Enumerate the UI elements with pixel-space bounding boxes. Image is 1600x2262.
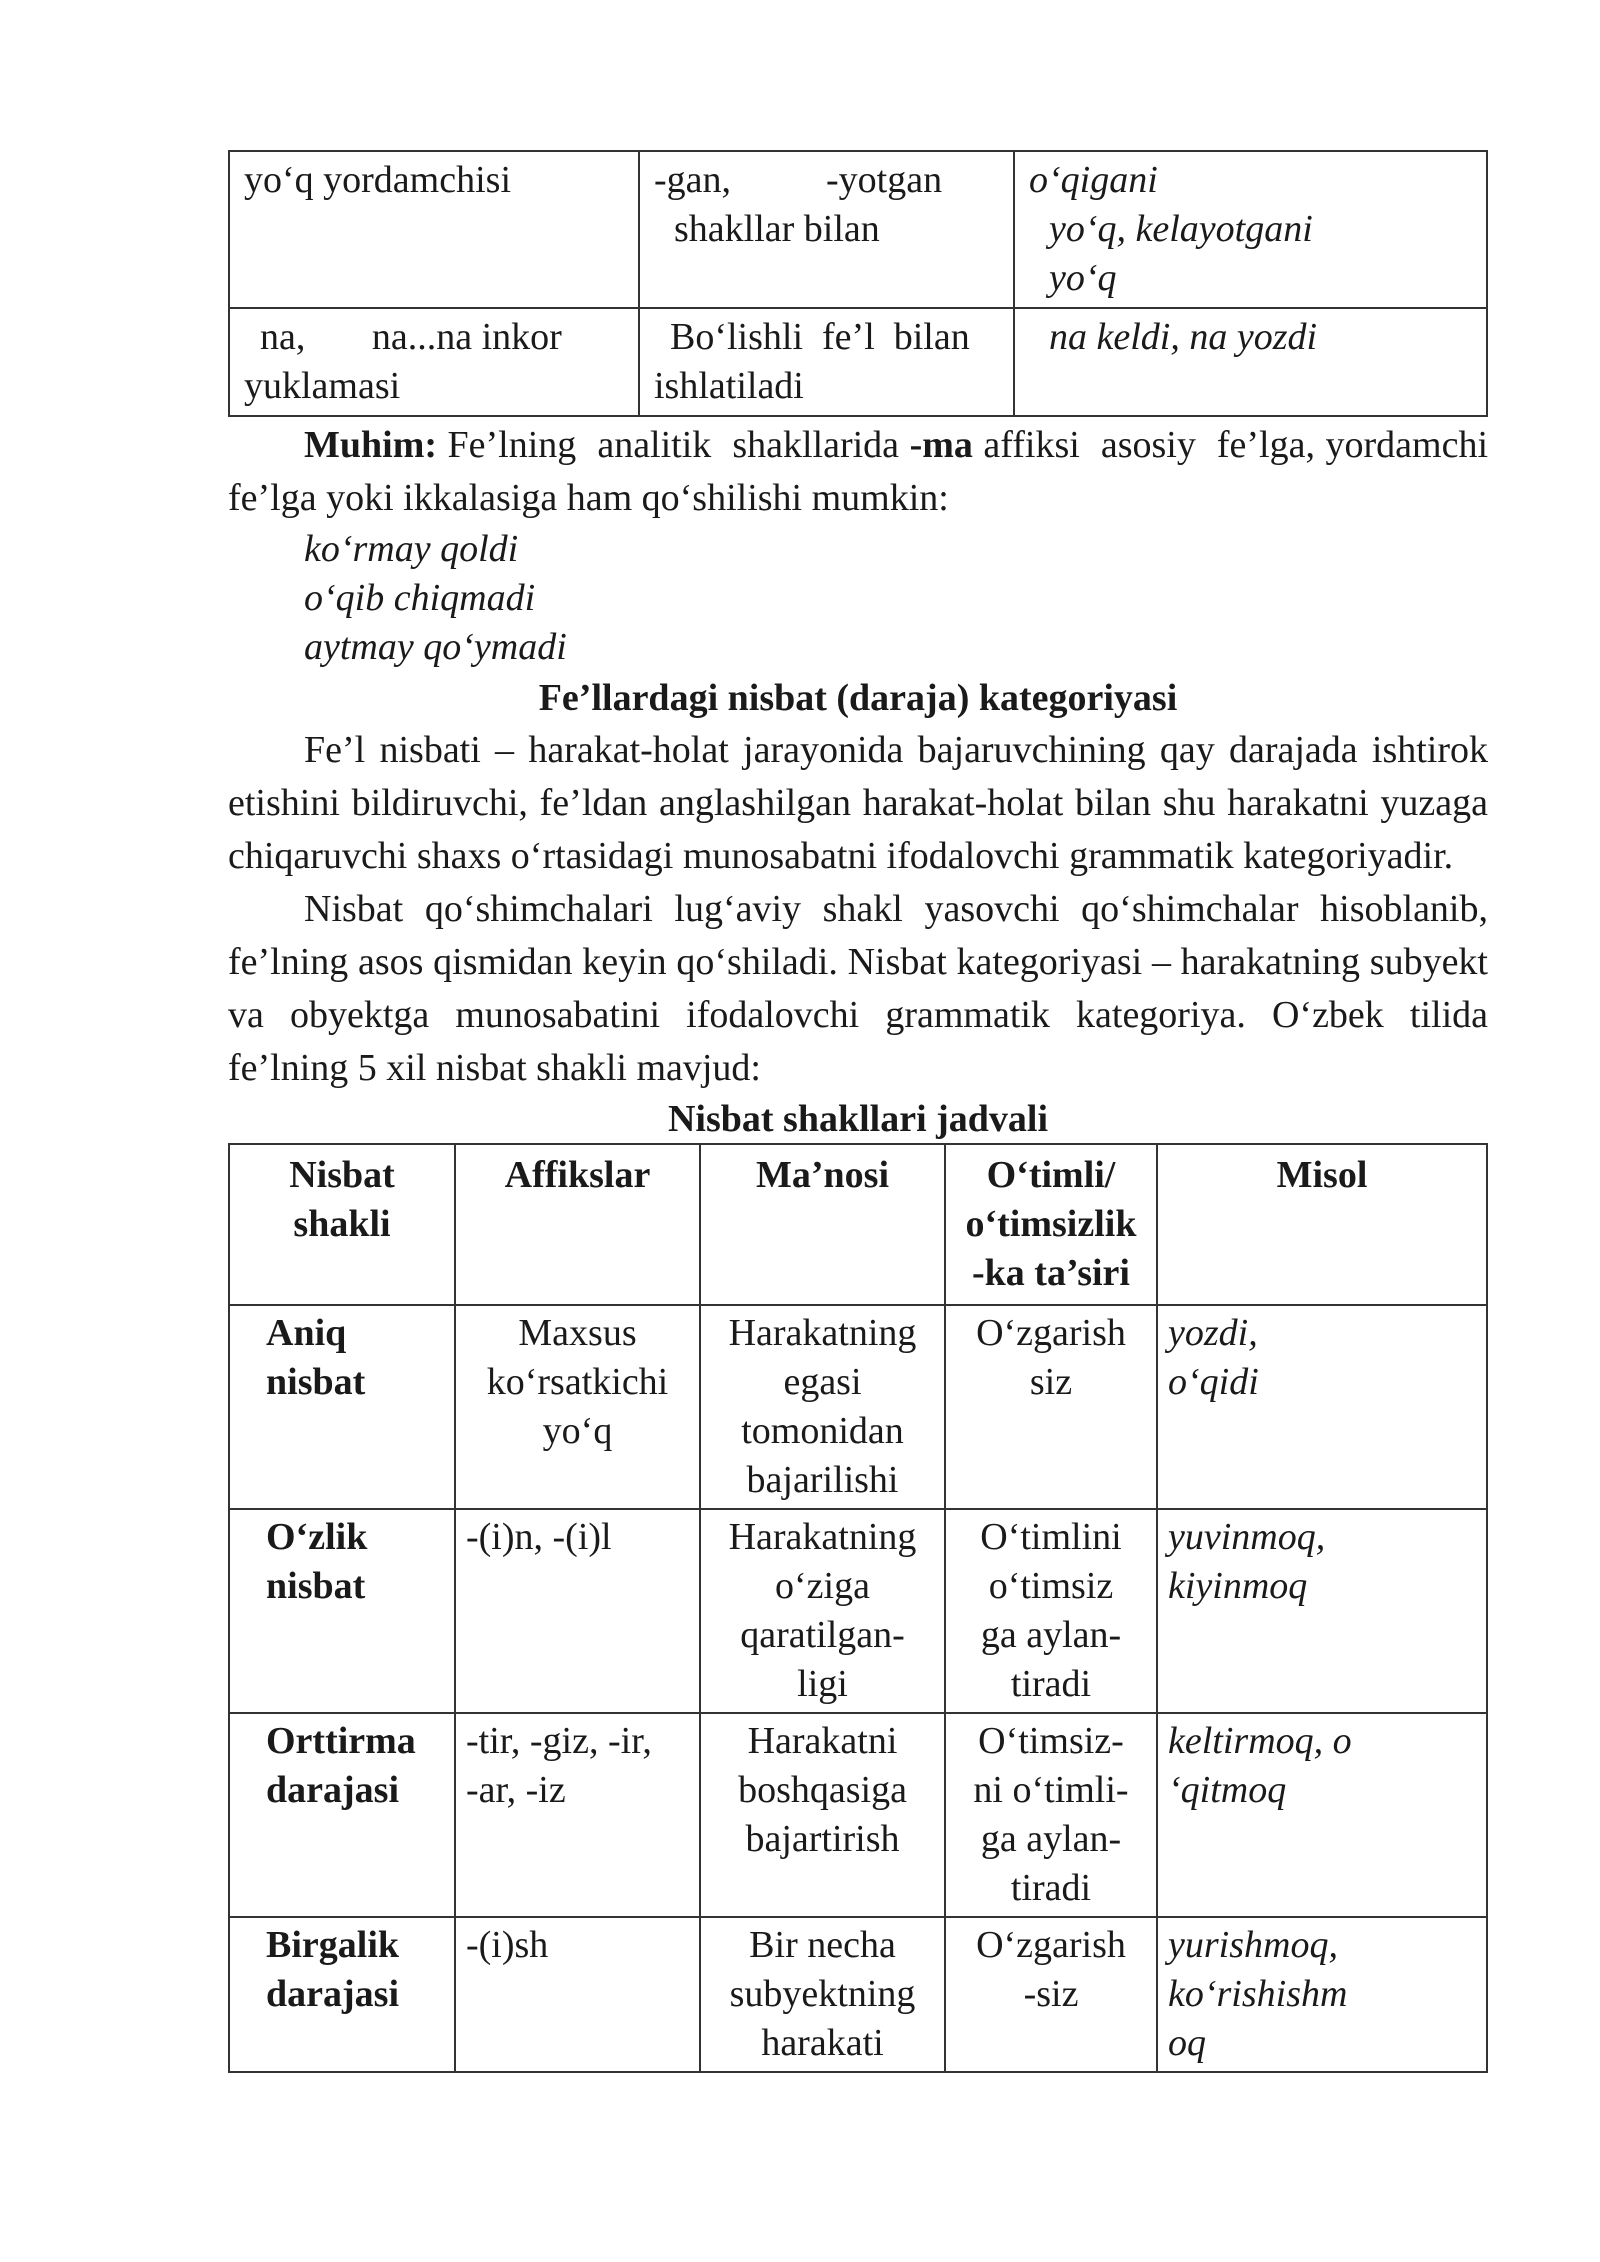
cell-line: -ka ta’siri [972, 1252, 1130, 1294]
table-header-row [229, 1144, 1487, 1305]
cell-line: O‘zgarish [976, 1924, 1126, 1966]
cell-line: -gan, -yotgan [654, 159, 943, 201]
table-row [229, 151, 1487, 308]
cell-line: o‘qidi [1168, 1361, 1259, 1403]
cell-line: Orttirma [266, 1720, 416, 1762]
affix-cell [455, 1713, 700, 1917]
table-row [229, 1509, 1487, 1713]
cell-line: O‘timli/ [986, 1154, 1116, 1196]
cell-line: yuvinmoq, [1168, 1516, 1326, 1558]
affix-cell [455, 1917, 700, 2072]
cell-line: tiradi [1010, 1867, 1092, 1909]
cell-line: ko‘rsatkichi [486, 1361, 669, 1403]
meaning-cell [700, 1713, 945, 1917]
cell-line: tomonidan [741, 1410, 904, 1452]
table-cell [229, 308, 639, 416]
cell-line: yo‘q [1049, 257, 1117, 299]
cell-line: Ma’nosi [756, 1154, 889, 1196]
table-row [229, 1713, 1487, 1917]
cell-line: harakati [761, 2022, 884, 2064]
cell-line: ga aylan- [980, 1818, 1122, 1860]
table-row [229, 1917, 1487, 2072]
cell-line: yuklamasi [244, 365, 401, 407]
table-row [229, 308, 1487, 416]
table-cell [639, 308, 1014, 416]
table-cell: yo‘q yordamchisi [229, 151, 639, 308]
cell-line: oq [1168, 2022, 1206, 2064]
meaning-cell [700, 1509, 945, 1713]
note-affix: -ma [909, 424, 973, 466]
effect-cell [945, 1509, 1157, 1713]
effect-cell [945, 1305, 1157, 1509]
effect-cell [945, 1917, 1157, 2072]
header-cell [700, 1144, 945, 1305]
cell-line: keltirmoq, o [1168, 1720, 1352, 1762]
cell-line: yozdi, [1168, 1312, 1258, 1354]
affix-cell [455, 1305, 700, 1509]
cell-line: Birgalik [266, 1924, 400, 1966]
cell-line: kiyinmoq [1168, 1565, 1308, 1607]
cell-line: Misol [1276, 1154, 1368, 1196]
cell-line: shakllar bilan [674, 208, 880, 250]
cell-line: bajarilishi [746, 1459, 899, 1501]
cell-line: Maxsus [518, 1312, 637, 1354]
cell-line: ni o‘timli- [973, 1769, 1129, 1811]
cell-line: qaratilgan- [740, 1614, 905, 1656]
cell-line: na, na...na inkor [260, 316, 562, 358]
meaning-cell [700, 1917, 945, 2072]
row-name-cell [229, 1509, 455, 1713]
table-title: Nisbat shakllari jadvali [667, 1098, 1049, 1140]
cell-line: boshqasiga [738, 1769, 907, 1811]
cell-line: -tir, -giz, -ir, [466, 1720, 652, 1762]
cell-line: yo‘q, kelayotgani [1049, 208, 1313, 250]
section-title: Fe’llardagi nisbat (daraja) kategoriyasi [538, 677, 1178, 719]
header-cell [1157, 1144, 1487, 1305]
note-paragraph [228, 419, 1498, 525]
cell-line: tiradi [1010, 1663, 1092, 1705]
cell-line: -ar, -iz [466, 1769, 566, 1811]
cell-line: yo‘q [542, 1410, 613, 1452]
effect-cell [945, 1713, 1157, 1917]
cell-line: O‘timlini [980, 1516, 1122, 1558]
header-cell [455, 1144, 700, 1305]
cell-line: -(i)sh [466, 1924, 549, 1966]
row-name-cell [229, 1713, 455, 1917]
document-page [228, 150, 1498, 2073]
cell-line: nisbat [266, 1565, 366, 1607]
note-text: Fe’lning analitik shakllarida [437, 424, 910, 466]
meaning-cell [700, 1305, 945, 1509]
cell-line: siz [1029, 1361, 1073, 1403]
cell-line: o‘timsizlik [965, 1203, 1137, 1245]
header-cell [229, 1144, 455, 1305]
table-cell [1014, 151, 1487, 308]
cell-line: Affikslar [504, 1154, 651, 1196]
cell-line: darajasi [266, 1973, 399, 2015]
cell-line: Aniq [266, 1312, 347, 1354]
cell-line: subyektning [729, 1973, 916, 2015]
cell-line: ishlatiladi [654, 365, 804, 407]
cell-line: ligi [797, 1663, 848, 1705]
cell-line: -(i)n, -(i)l [466, 1516, 612, 1558]
cell-line: O‘zlik [266, 1516, 368, 1558]
body-paragraph: Nisbat qo‘shimchalari lug‘aviy shakl yasovchi qo‘shimchalar hisoblanib, fe’lning asos qismidan keyin qo‘shiladi. Nisbat kategoriyasi – harakatning subyekt va obyektga munosabatini ifodalovchi grammatik kategoriya. O‘zbek tilida fe’lning 5 xil nisbat shakli mavjud: [228, 888, 1488, 1089]
cell-line: ko‘rishishm [1168, 1973, 1348, 2015]
cell-line: nisbat [266, 1361, 366, 1403]
note-label: Muhim: [304, 424, 437, 466]
row-name-cell [229, 1305, 455, 1509]
cell-line: Nisbat [289, 1154, 395, 1196]
cell-line: Harakatning [728, 1516, 917, 1558]
cell-line: shakli [293, 1203, 391, 1245]
cell-line: o‘ziga [775, 1565, 870, 1607]
cell-line: na keldi, na yozdi [1049, 316, 1318, 358]
cell-line: Harakatning [728, 1312, 917, 1354]
example-line: o‘qib chiqmadi [304, 577, 536, 619]
table-cell [639, 151, 1014, 308]
cell-line: o‘qigani [1029, 159, 1158, 201]
example-cell [1157, 1509, 1487, 1713]
note-text-cont: affiksi asosiy fe’lga, yordamchi fe’lga yoki ikkalasiga ham qo‘shilishi mumkin: [228, 424, 1498, 519]
affix-cell [455, 1509, 700, 1713]
row-name-cell [229, 1917, 455, 2072]
cell-line: O‘timsiz- [978, 1720, 1124, 1762]
example-cell [1157, 1917, 1487, 2072]
nisbat-table [228, 1143, 1488, 2073]
cell-line: Harakatni [747, 1720, 898, 1762]
cell-line: ‘qitmoq [1168, 1769, 1287, 1811]
cell-line: Bo‘lishli fe’l bilan [670, 316, 970, 358]
example-line: ko‘rmay qoldi [304, 528, 519, 570]
header-cell [945, 1144, 1157, 1305]
top-table [228, 150, 1488, 417]
cell-line: o‘timsiz [988, 1565, 1114, 1607]
cell-line: O‘zgarish [976, 1312, 1126, 1354]
cell-line: darajasi [266, 1769, 399, 1811]
cell-line: Bir necha [749, 1924, 896, 1966]
body-paragraph: Fe’l nisbati – harakat-holat jarayonida bajaruvchining qay darajada ishtirok etishini bildiruvchi, fe’ldan anglashilgan harakat-holat bilan shu harakatni yuzaga chiqaruvchi shaxs o‘rtasidagi munosabatni ifodalovchi grammatik kategoriyadir. [228, 729, 1488, 877]
cell-line: -siz [1023, 1973, 1079, 2015]
table-cell [1014, 308, 1487, 416]
example-cell [1157, 1713, 1487, 1917]
cell-line: egasi [783, 1361, 862, 1403]
cell-line: ga aylan- [980, 1614, 1122, 1656]
cell-line: bajartirish [745, 1818, 900, 1860]
table-row [229, 1305, 1487, 1509]
example-line: aytmay qo‘ymadi [304, 626, 567, 668]
example-cell [1157, 1305, 1487, 1509]
cell-line: yurishmoq, [1168, 1924, 1338, 1966]
